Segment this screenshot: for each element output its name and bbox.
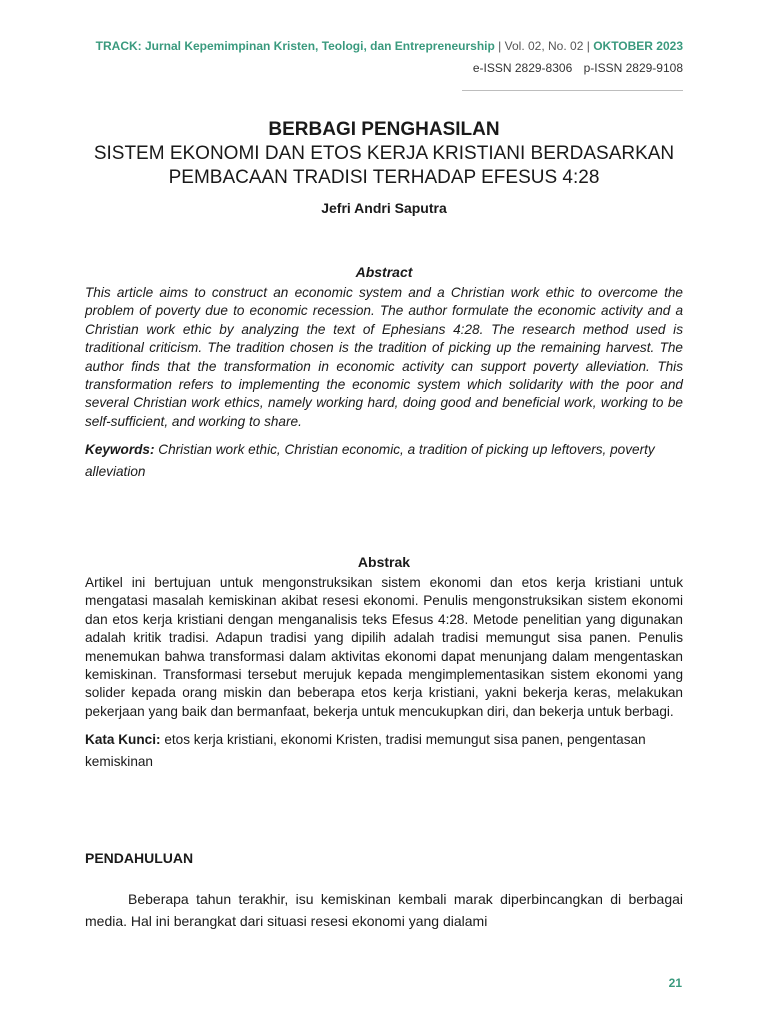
header-separator: | <box>586 39 590 53</box>
abstract-heading: Abstract <box>355 264 413 280</box>
section-paragraph: Beberapa tahun terakhir, isu kemiskinan kembali marak diperbincangkan di berbagai media. Hal ini berangkat dari situasi resesi ekonomi yang dialami <box>85 891 683 929</box>
keywords-text: Christian work ethic, Christian economic, a tradition of picking up leftovers, poverty alleviation <box>85 442 655 480</box>
abstract-text: This article aims to construct an economic system and a Christian work ethic to overcome the problem of poverty due to economic recession. The author formulate the economic activity and a Christian work ethic by analyzing the text of Ephesians 4:28. The research method used is traditional criticism. The tradition chosen is the tradition of picking up the remaining harvest. The author finds that the transformation in economic activity can support poverty alleviation. This transformation refers to implementing the economic system which solidarity with the poor and several Christian work ethics, namely working hard, doing good and beneficial work, working to be self-sufficient, and working to share. <box>85 285 683 429</box>
abstrak-text: Artikel ini bertujuan untuk mengonstruksikan sistem ekonomi dan etos kerja kristiani untuk mengatasi masalah kemiskinan akibat resesi ekonomi. Penulis mengonstruksikan sistem ekonomi dan etos kerja kristiani dengan menganalisis teks Efesus 4:28. Metode penelitian yang digunakan adalah kritik tradisi. Adapun tradisi yang dipilih adalah tradisi memungut sisa panen. Penulis menemukan bahwa transformasi dalam aktivitas ekonomi dapat menunjang dalam mengentaskan kemiskinan. Transformasi tersebut merujuk kepada mengimplementasikan sistem ekonomi yang solider kepada orang miskin dan beberapa etos kerja kristiani, yakni bekerja keras, melakukan pekerjaan yang baik dan bermanfaat, bekerja untuk mencukupkan diri, dan bekerja untuk berbagi. <box>85 575 683 719</box>
issn-line <box>473 61 683 75</box>
journal-name: TRACK: Jurnal Kepemimpinan Kristen, Teologi, dan Entrepreneurship <box>95 39 495 53</box>
running-header <box>96 38 683 54</box>
eissn: e-ISSN 2829-8306 <box>472 61 573 75</box>
issue-month: OKTOBER 2023 <box>593 39 683 53</box>
keywords-label: Keywords: <box>85 442 155 458</box>
keywords <box>85 439 683 483</box>
section-heading: PENDAHULUAN <box>85 850 194 866</box>
page-number: 21 <box>668 976 682 990</box>
abstract-english <box>85 264 683 483</box>
subtitle-line-2: PEMBACAAN TRADISI TERHADAP EFESUS 4:28 <box>168 167 600 188</box>
abstract-indonesian <box>85 554 683 773</box>
volume-info: Vol. 02, No. 02 <box>504 39 584 53</box>
kata-kunci-text: etos kerja kristiani, ekonomi Kristen, tradisi memungut sisa panen, pengentasan kemiskinan <box>85 732 646 770</box>
title-block <box>85 118 683 216</box>
title-main: BERBAGI PENGHASILAN <box>268 119 500 140</box>
pissn: p-ISSN 2829-9108 <box>583 61 683 75</box>
subtitle-line-1: SISTEM EKONOMI DAN ETOS KERJA KRISTIANI BERDASARKAN <box>93 143 675 164</box>
abstrak-heading: Abstrak <box>357 554 411 570</box>
introduction-section <box>85 850 683 932</box>
kata-kunci-label: Kata Kunci: <box>85 732 161 748</box>
author-name: Jefri Andri Saputra <box>321 200 447 216</box>
header-divider <box>462 90 683 91</box>
kata-kunci <box>85 729 683 773</box>
header-separator: | <box>498 39 502 53</box>
